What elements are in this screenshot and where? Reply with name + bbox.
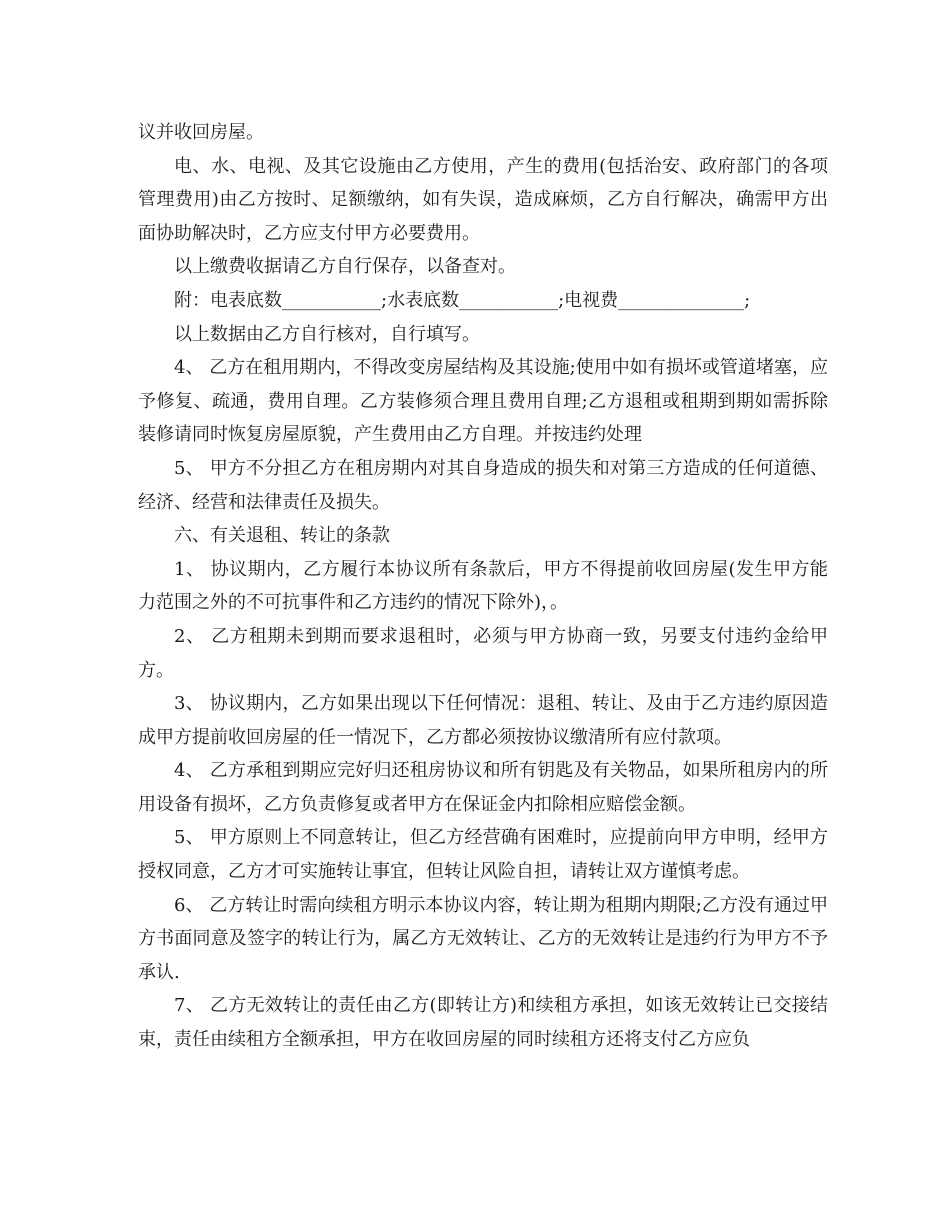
paragraph: 5、 甲方原则上不同意转让，但乙方经营确有困难时，应提前向甲方申明，经甲方授权同意，乙方才可实施转让事宜，但转让风险自担，请转让双方谨慎考虑。 [138,827,828,883]
paragraph: 3、 协议期内，乙方如果出现以下任何情况：退租、转让、及由于乙方违约原因造成甲方提前收回房屋的任一情况下，乙方都必须按协议缴清所有应付款项。 [138,693,828,748]
document-body [138,116,828,1057]
paragraph: 2、 乙方租期未到期而要求退租时，必须与甲方协商一致，另要支付违约金给甲方。 [138,625,828,681]
paragraph: 附：电表底数___________;水表底数___________;电视费______________; [174,289,751,311]
paragraph: 5、 甲方不分担乙方在租房期内对其自身造成的损失和对第三方造成的任何道德、经济、经营和法律责任及损失。 [138,457,828,513]
paragraph: 4、 乙方承租到期应完好归还租房协议和所有钥匙及有关物品，如果所租房内的所用设备有损坏，乙方负责修复或者甲方在保证金内扣除相应赔偿金额。 [138,760,828,815]
paragraph: 1、 协议期内，乙方履行本协议所有条款后，甲方不得提前收回房屋(发生甲方能力范围之外的不可抗事件和乙方违约的情况下除外)，。 [138,558,828,614]
paragraph: 7、 乙方无效转让的责任由乙方(即转让方)和续租方承担，如该无效转让已交接结束，责任由续租方全额承担，甲方在收回房屋的同时续租方还将支付乙方应负 [138,995,828,1051]
paragraph: 以上数据由乙方自行核对，自行填写。 [174,323,480,345]
paragraph: 电、水、电视、及其它设施由乙方使用，产生的费用(包括治安、政府部门的各项管理费用)由乙方按时、足额缴纳，如有失误，造成麻烦，乙方自行解决，确需甲方出面协助解决时，乙方应支付甲方必要费用。 [138,155,828,244]
paragraph: 以上缴费收据请乙方自行保存，以备查对。 [174,256,516,278]
paragraph: 6、 乙方转让时需向续租方明示本协议内容，转让期为租期内期限;乙方没有通过甲方书面同意及签字的转让行为，属乙方无效转让、乙方的无效转让是违约行为甲方不予承认. [138,894,828,983]
paragraph: 4、 乙方在租用期内，不得改变房屋结构及其设施;使用中如有损坏或管道堵塞，应予修复、疏通，费用自理。乙方装修须合理且费用自理;乙方退租或租期到期如需拆除装修请同时恢复房屋原貌，产生费用由乙方自理。并按违约处理 [138,357,828,446]
paragraph: 议并收回房屋。 [138,122,264,143]
section-heading: 六、有关退租、转让的条款 [174,525,390,547]
